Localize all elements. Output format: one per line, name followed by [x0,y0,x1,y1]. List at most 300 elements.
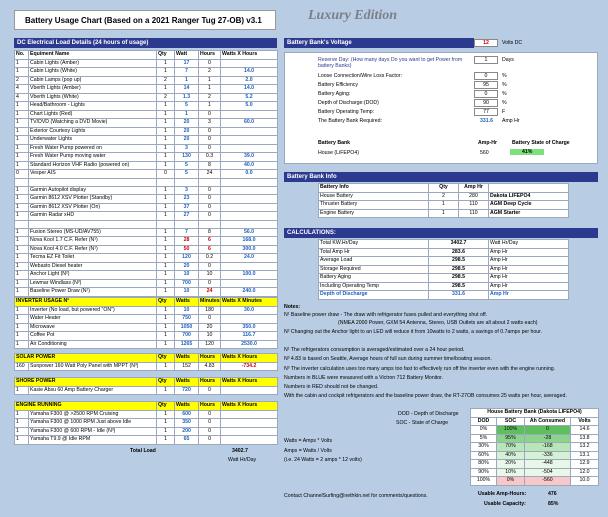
dc-qty[interactable]: 1 [157,279,175,288]
eng-hours[interactable]: 0 [199,427,221,436]
inv-wxm [221,315,278,324]
inv-watt[interactable]: 1265 [175,340,199,349]
eng-watt[interactable]: 600 [175,410,199,419]
dc-hours[interactable]: 24 [199,288,221,297]
shore-col-watt: Watts [175,378,199,387]
eng-qty[interactable]: 1 [157,436,175,445]
dc-watt[interactable] [175,220,199,228]
dc-no[interactable]: 1 [15,203,29,212]
dc-watt[interactable]: 10 [175,288,199,297]
inv-name: Inverter (No load, but powered "ON") [29,306,157,315]
dc-row [15,279,278,288]
dc-qty[interactable]: 1 [157,212,175,221]
col-no: No. [15,51,29,60]
bank-status-soc: 41% [510,149,544,155]
dc-no[interactable]: 0 [15,170,29,179]
eng-hours[interactable]: 0 [199,419,221,428]
eng-name: Yamaha F300 @ >2500 RPM Cruising [29,410,157,419]
dc-row [15,76,278,85]
eng-no[interactable]: 1 [15,410,29,419]
setting-unit: % [502,91,507,97]
dc-hours[interactable]: 2 [199,68,221,77]
dc-qty[interactable]: 1 [157,237,175,246]
dc-no[interactable]: 1 [15,119,29,128]
inv-col-min: Minutes [200,298,220,304]
soc-row [471,443,599,452]
dc-qty[interactable]: 1 [157,144,175,153]
note-n1a: N¹ Baseline power draw - The draw with refrigerator fuses pulled and everything shut off. [284,312,488,318]
setting-value: 331.6 [480,118,493,124]
dc-row [15,186,278,195]
dc-qty[interactable]: 1 [157,195,175,204]
dc-name: Garmin 8612 XSV Plotter (On) [29,203,157,212]
dc-hours[interactable]: 0.3 [199,153,221,162]
dc-qty[interactable]: 1 [157,245,175,254]
soc-volts: 10.0 [571,477,599,486]
calc-label: Total Amp Hr [319,248,429,257]
setting-label: Battery Efficiency [318,82,358,88]
shore-hours[interactable]: 0 [199,386,221,395]
inv-qty[interactable]: 1 [157,340,175,349]
dc-name: Nova Kool 1.7 C.F. Refer (N¹) [29,237,157,246]
dc-hours[interactable]: 8 [199,161,221,170]
usable-cap-label: Usable Capacity: [484,501,526,507]
dc-hours[interactable]: 0 [199,262,221,271]
dc-watt[interactable]: 7 [175,228,199,237]
inverter-row [15,323,278,332]
dc-watt[interactable]: 7 [175,68,199,77]
dc-qty[interactable]: 1 [157,59,175,68]
dc-watt[interactable]: 37 [175,203,199,212]
dc-no[interactable]: 1 [15,262,29,271]
dc-qty[interactable]: 0 [157,170,175,179]
dc-no[interactable]: 1 [15,127,29,136]
dc-wxh [221,144,278,153]
dc-name: Baseline Power Draw (N¹) [29,288,157,297]
setting-value[interactable]: 77 [474,108,498,116]
bank-info-amp[interactable]: 110 [459,209,489,218]
bank-col-qty: Qty [429,184,459,193]
soc-ah: -504 [525,468,571,477]
dc-wxh: 0.0 [221,170,278,179]
dc-column-headers [15,51,278,60]
solar-col-hours: Hours [199,354,221,363]
eng-wxh [221,436,278,445]
dc-hours[interactable]: 0 [199,279,221,288]
dc-qty[interactable]: 1 [157,262,175,271]
dc-watt[interactable]: 1.3 [175,93,199,102]
dc-qty[interactable]: 1 [157,271,175,280]
dc-hours[interactable]: 6 [199,237,221,246]
solar-name: Sunpower 160 Watt Poly Panel with MPPT (N³) [29,362,157,371]
dc-watt[interactable]: 23 [175,195,199,204]
dc-no[interactable]: 1 [15,102,29,111]
dc-no[interactable]: 1 [15,59,29,68]
dc-hours[interactable]: 0 [199,195,221,204]
solar-watt[interactable]: 152 [175,362,199,371]
dc-wxh: 5.2 [221,93,278,102]
inv-wxm: 116.7 [221,332,278,341]
dc-watt[interactable]: 20 [175,127,199,136]
dc-hours[interactable]: 24 [199,170,221,179]
dc-hours[interactable]: 2 [199,93,221,102]
soc-volts: 14.6 [571,426,599,435]
bank-info-qty[interactable]: 1 [429,201,459,210]
setting-label: Depth of Discharge:(DOD) [318,100,379,106]
soc-ah: -560 [525,477,571,486]
bank-info-amp[interactable]: 280 [459,192,489,201]
dc-hours[interactable]: 6 [199,245,221,254]
dc-hours[interactable]: 1 [199,85,221,94]
solar-header-row [15,354,278,363]
dc-qty[interactable]: 1 [157,288,175,297]
dc-qty[interactable]: 2 [157,93,175,102]
dc-watt[interactable]: 700 [175,279,199,288]
dc-no[interactable]: 1 [15,288,29,297]
dc-name [29,178,157,186]
dc-wxh [221,178,278,186]
dc-hours[interactable]: 0 [199,203,221,212]
inv-min[interactable]: 180 [199,306,221,315]
dc-name: Garmin Radar xHD [29,212,157,221]
eng-hours[interactable]: 0 [199,436,221,445]
dc-qty[interactable]: 1 [157,161,175,170]
inverter-header: INVERTER USAGE N² [15,298,157,307]
dc-no[interactable]: 4 [15,93,29,102]
eng-hours[interactable]: 0 [199,410,221,419]
dc-no[interactable]: 1 [15,110,29,119]
dc-wxh [221,110,278,119]
page-title: Battery Usage Chart (Based on a 2021 Ranger Tug 27-OB) v3.1 [14,10,276,30]
note-n4: N³ 4.83 is based on Seattle, Average hours of full sun during summer time/boating season. [284,356,492,362]
bank-col-amp: Amp Hr [459,184,489,193]
dc-hours[interactable]: 0 [199,186,221,195]
dc-watt[interactable]: 17 [175,59,199,68]
dc-name: Vberth Lights (White) [29,93,157,102]
eng-no[interactable]: 1 [15,419,29,428]
bank-info-qty[interactable]: 1 [429,209,459,218]
dc-wxh: 300.0 [221,245,278,254]
dc-name: Cabin Lamps (pop up) [29,76,157,85]
dc-watt[interactable]: 3 [175,186,199,195]
inv-no[interactable]: 1 [15,323,29,332]
dc-hours[interactable]: 0 [199,127,221,136]
dc-no[interactable]: 1 [15,212,29,221]
eng-col-watt: Watts [175,402,199,411]
inv-min[interactable]: 0 [199,315,221,324]
calc-unit: Amp Hr [489,257,569,266]
eng-no[interactable]: 1 [15,427,29,436]
eng-qty[interactable]: 1 [157,419,175,428]
dc-hours[interactable]: 0 [199,212,221,221]
bank-info-qty[interactable]: 2 [429,192,459,201]
usable-cap-value: 85% [548,501,559,507]
dc-qty[interactable] [157,178,175,186]
soc-volts: 13.2 [571,443,599,452]
inv-watt[interactable]: 700 [175,332,199,341]
dc-row [15,136,278,145]
soc-row [471,426,599,435]
dc-watt[interactable]: 20 [175,119,199,128]
dc-row [15,85,278,94]
inverter-table [14,297,278,349]
dc-no[interactable]: 1 [15,254,29,263]
dc-wxh [221,195,278,204]
dc-qty[interactable]: 1 [157,85,175,94]
dc-hours[interactable]: 0 [199,136,221,145]
bank-status-col1: Battery Bank [318,140,351,146]
inverter-row [15,332,278,341]
dc-wxh: 14.0 [221,68,278,77]
dc-no[interactable]: 2 [15,76,29,85]
inv-qty[interactable]: 1 [157,306,175,315]
soc-soc: 40% [497,451,525,460]
usable-amp-value: 476 [548,491,557,497]
shore-header: SHORE POWER [15,378,157,387]
dc-watt[interactable]: 1 [175,76,199,85]
dc-no[interactable]: 1 [15,195,29,204]
total-load-value: 3402.7 [232,448,248,454]
bank-info-col-row [319,184,569,193]
solar-no: 160 [15,362,29,371]
eng-no[interactable]: 1 [15,436,29,445]
soc-volts: 12.0 [571,468,599,477]
dc-row [15,110,278,119]
soc-col-volts: Volts [571,417,599,426]
soc-volts: 13.1 [571,451,599,460]
dc-qty[interactable]: 1 [157,110,175,119]
dc-no[interactable]: 1 [15,136,29,145]
bank-info-amp[interactable]: 110 [459,201,489,210]
dc-watt[interactable]: 5 [175,102,199,111]
shore-table [14,377,278,395]
eng-qty[interactable]: 1 [157,410,175,419]
dc-hours[interactable]: 0.2 [199,254,221,263]
bank-status-col3: Battery State of Charge [512,140,570,146]
dc-qty[interactable]: 1 [157,228,175,237]
dc-hours[interactable]: 8 [199,228,221,237]
dc-watt[interactable]: 50 [175,245,199,254]
dc-name: Fresh Water Pump powered on [29,144,157,153]
inv-no[interactable]: 1 [15,332,29,341]
formula-2: Amps = Watts / Volts [284,448,332,454]
engine-row [15,410,278,419]
dc-no[interactable]: 1 [15,237,29,246]
shore-qty[interactable]: 1 [157,386,175,395]
calc-row [319,282,569,291]
dc-watt[interactable]: 5 [175,170,199,179]
bank-info-table [318,183,569,218]
dc-watt[interactable]: 3 [175,144,199,153]
dc-qty[interactable] [157,220,175,228]
shore-row [15,386,278,395]
dc-no[interactable]: 1 [15,161,29,170]
inv-watt[interactable]: 750 [175,315,199,324]
soc-soc: 20% [497,460,525,469]
dc-watt[interactable]: 20 [175,136,199,145]
inv-no[interactable]: 1 [15,340,29,349]
dc-hours[interactable]: 3 [199,119,221,128]
dc-qty[interactable]: 1 [157,254,175,263]
calc-unit: Amp Hr [489,248,569,257]
dc-name: Head/Bathroom - Lights [29,102,157,111]
dc-watt[interactable]: 5 [175,161,199,170]
battery-voltage-input[interactable]: 12 [474,39,498,47]
shore-col-wxh: Watts X Hours [221,378,278,387]
edition-label: Luxury Edition [308,8,398,23]
dc-no[interactable]: 1 [15,68,29,77]
inv-qty[interactable]: 1 [157,315,175,324]
dc-watt[interactable]: 14 [175,85,199,94]
dc-qty[interactable]: 1 [157,153,175,162]
dc-watt[interactable]: 27 [175,212,199,221]
dc-hours[interactable]: 1 [199,102,221,111]
dc-row [15,59,278,68]
inv-min[interactable]: 10 [199,332,221,341]
soc-soc: 70% [497,443,525,452]
shore-wxh [221,386,278,395]
dc-qty[interactable]: 1 [157,136,175,145]
dc-hours[interactable]: 10 [199,271,221,280]
dc-row [15,228,278,237]
inv-watt[interactable]: 10 [175,306,199,315]
inv-watt[interactable]: 1050 [175,323,199,332]
solar-hours[interactable]: 4.83 [199,362,221,371]
inv-no[interactable]: 1 [15,315,29,324]
dc-row [15,68,278,77]
soc-ah: -336 [525,451,571,460]
setting-value[interactable]: 90 [474,99,498,107]
dc-no[interactable]: 4 [15,85,29,94]
dc-no[interactable]: 1 [15,144,29,153]
engine-row [15,427,278,436]
eng-qty[interactable]: 1 [157,427,175,436]
dc-hours[interactable]: 1 [199,76,221,85]
dc-watt[interactable]: 28 [175,237,199,246]
bank-status-name: House (LiFEPO4) [318,150,359,156]
dc-watt[interactable] [175,178,199,186]
solar-col-qty: Qty [157,354,175,363]
dc-wxh [221,136,278,145]
inv-min[interactable]: 20 [199,323,221,332]
dc-hours[interactable] [199,220,221,228]
setting-value[interactable]: 0 [474,72,498,80]
soc-ah: -448 [525,460,571,469]
dc-no[interactable]: 1 [15,279,29,288]
note-n2: N² Changing out the Anchor light to an LED will reduce it from 10watts to 2 watts, a savings of 0.7amps per hour. [284,329,543,335]
inv-qty[interactable]: 1 [157,332,175,341]
eng-wxh [221,427,278,436]
setting-label: Reserve Day: (How many days Do you want to get Power from battery Banks) [318,57,463,69]
calc-row [319,248,569,257]
dc-wxh [221,59,278,68]
dc-name: Fresh Water Pump moving water [29,153,157,162]
dc-hours[interactable]: 0 [199,144,221,153]
dc-qty[interactable]: 1 [157,102,175,111]
soc-row [471,477,599,486]
shore-col-hours: Hours [199,378,221,387]
dc-row [15,288,278,297]
engine-row [15,419,278,428]
soc-ah: -28 [525,434,571,443]
dc-qty[interactable]: 1 [157,203,175,212]
dc-no[interactable]: 1 [15,228,29,237]
dc-row [15,237,278,246]
solar-qty[interactable]: 1 [157,362,175,371]
note-n7: Numbers in RED should not be changed. [284,384,379,390]
dc-watt[interactable]: 20 [175,262,199,271]
dc-row [15,144,278,153]
solar-col-wxh: Watts X Hours [221,354,278,363]
eng-watt[interactable]: 350 [175,419,199,428]
dc-name: Garmin Autopilot display [29,186,157,195]
dc-qty[interactable]: 1 [157,119,175,128]
soc-table [470,408,599,486]
usable-amp-label: Usable Amp-Hours: [478,491,527,497]
eng-col-wxh: Watts X Hours [221,402,278,411]
dc-no[interactable]: 1 [15,186,29,195]
calc-row [319,257,569,266]
calc-row [319,274,569,283]
dc-no[interactable] [15,220,29,228]
inv-qty[interactable]: 1 [157,323,175,332]
dc-no[interactable]: 1 [15,271,29,280]
dc-qty[interactable]: 1 [157,127,175,136]
dc-no[interactable] [15,178,29,186]
soc-dod: 5% [471,434,497,443]
dc-wxh [221,127,278,136]
dc-hours[interactable] [199,178,221,186]
dc-qty[interactable]: 2 [157,76,175,85]
inv-col-qty: Qty [157,298,175,307]
eng-watt[interactable]: 65 [175,436,199,445]
setting-value[interactable]: 1 [474,56,498,64]
col-name: Equiment Name [29,51,157,60]
calc-unit: Amp Hr [489,265,569,274]
dc-watt[interactable]: 120 [175,254,199,263]
dc-hours[interactable]: 0 [199,110,221,119]
dc-wxh: 24.0 [221,254,278,263]
dc-row [15,203,278,212]
bank-status-col2: Amp-Hr [478,140,498,146]
bank-info-name: Thruster Battery [319,201,429,210]
soc-dod: 80% [471,460,497,469]
setting-value[interactable]: 0 [474,90,498,98]
dc-no[interactable]: 1 [15,245,29,254]
calc-unit: Amp Hr [489,282,569,291]
eng-wxh [221,410,278,419]
inv-name: Coffee Pot [29,332,157,341]
inv-min[interactable]: 120 [199,340,221,349]
setting-value[interactable]: 95 [474,81,498,89]
dc-qty[interactable]: 1 [157,68,175,77]
dc-no[interactable]: 1 [15,153,29,162]
dc-wxh [221,220,278,228]
dc-watt[interactable]: 1 [175,110,199,119]
dc-qty[interactable]: 1 [157,186,175,195]
shore-watt[interactable]: 720 [175,386,199,395]
inv-no[interactable]: 1 [15,306,29,315]
calc-value: 298.5 [429,265,489,274]
dc-watt[interactable]: 10 [175,271,199,280]
soc-row [471,460,599,469]
dc-hours[interactable]: 0 [199,59,221,68]
eng-watt[interactable]: 200 [175,427,199,436]
calc-row [319,291,569,300]
dc-wxh: 168.0 [221,237,278,246]
dc-watt[interactable]: 130 [175,153,199,162]
calculations-header: CALCULATIONS: [284,228,598,238]
